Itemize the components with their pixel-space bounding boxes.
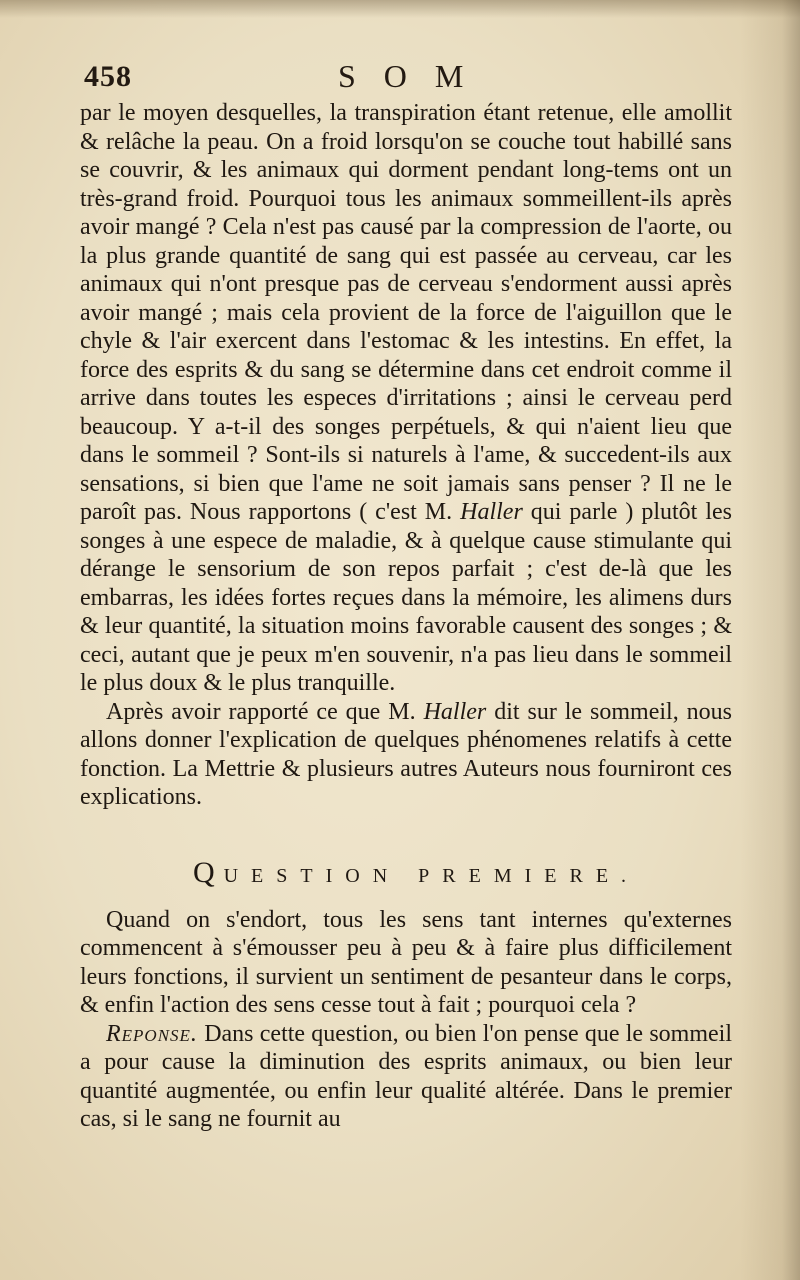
paragraph-4-text: Dans cette question, ou bien l'on pense que le sommeil a pour cause la diminution des esprits animaux, ou bien leur quantité augmentée, ou enfin leur qualité altérée. Dans le premier cas, si le sang ne fournit au [80,1020,732,1132]
paragraph-1-name: Haller [460,499,523,525]
paragraph-2-name: Haller [423,698,487,725]
paragraph-2 [80,698,732,812]
paragraph-1-text-a: par le moyen desquelles, la transpiration étant retenue, elle amollit & relâche la peau. On a froid lorsqu'on se couche tout habillé sans se couvrir, & les animaux qui dorment pendant long-tems ont un très-grand froid. Pourquoi tous les animaux sommeillent-ils après avoir mangé ? Cela n'est pas causé par la compression de l'aorte, ou la plus grande quantité de sang qui est passée au cerveau, car les animaux qui n'ont presque pas de cerveau s'endorment aussi après avoir mangé ; mais cela provient de la force de l'aiguillon que le chyle & l'air exercent dans l'estomac & les intestins. En effet, la force des esprits & du sang se détermine dans cet endroit comme il arrive dans toutes les especes d'irritations ; ainsi le cerveau perd beaucoup. Y a-t-il des songes perpétuels, & qui n'aient lieu que dans le sommeil ? Sont-ils si naturels à l'ame, & succedent-ils aux sensations, si bien que l'ame ne soit jamais sans penser ? Il ne le paroît pas. Nous rapportons ( c'est M. [80,100,732,525]
gutter-shadow [740,0,800,1280]
paragraph-1 [80,99,732,698]
running-head [0,56,800,96]
question-heading [80,840,732,906]
paragraph-2-text-b: dit sur le sommeil, nous allons donner l'explication de quelques phénomenes relatifs à cette fonction. La Mettrie & plusieurs autres Auteurs nous fourniront ces explications. [80,698,732,810]
paragraph-2-text-a: Après avoir rapporté ce que M. [106,698,424,725]
paragraph-1-text-b: qui parle ) plutôt les songes à une espece de maladie, & à quelque cause stimulante qui dérange le sensorium de son repos parfait ; c'est de-là que les embarras, les idées fortes reçues dans la mémoire, les alimens durs & leur quantité, la situation moins favorable causent des songes ; & ceci, autant que je peux m'en souvenir, n'a pas lieu dans le sommeil le plus doux & le plus tranquille. [80,499,732,696]
page-top-edge [0,0,800,18]
paragraph-3-text: Quand on s'endort, tous les sens tant internes qu'externes commencent à s'émousser peu à peu & à faire plus difficilement leurs fonctions, il survient un sentiment de pesanteur dans le corps, & enfin l'action des sens cesse tout à fait ; pourquoi cela ? [80,906,732,1018]
body-text [80,99,732,1134]
paragraph-4 [80,1020,732,1134]
page-number: 458 [84,60,132,93]
paragraph-3 [80,906,732,1020]
running-title: S O M [338,58,474,94]
question-heading-rest: UESTION PREMIERE. [223,864,640,887]
reponse-label: Reponse. [106,1020,198,1047]
question-heading-initial: Q [192,855,224,889]
